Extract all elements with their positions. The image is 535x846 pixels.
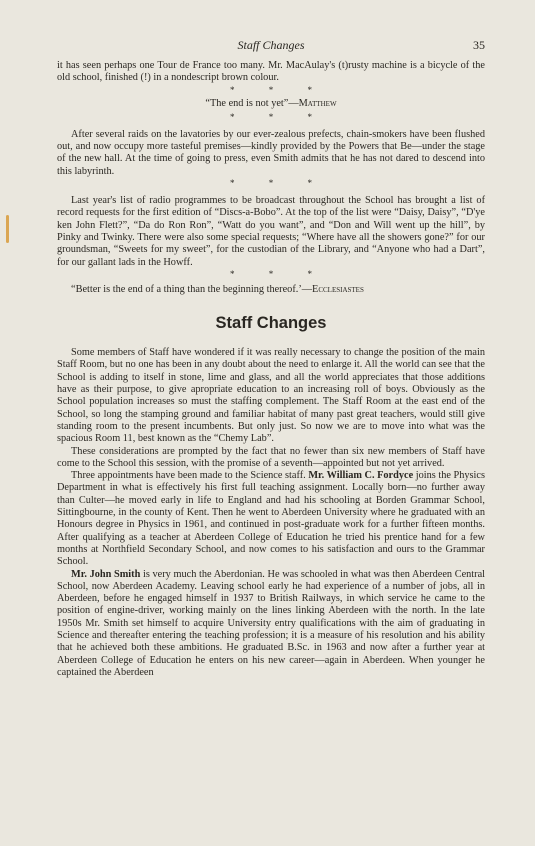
quote-source: Matthew [298, 97, 337, 109]
intro-paragraph-2: After several raids on the lavatories by our ever-zealous prefects, chain-smokers have been flushed out, and now occupy more tasteful premises—kindly provided by the Powers that Be—under the stage of the new hall. At the time of going to press, even Smith admits that he has not dared to descend into this labyrinth. [57, 128, 485, 177]
staff-name-fordyce: Mr. William C. Fordyce [308, 470, 414, 482]
page-number: 35 [473, 38, 485, 52]
page-header [57, 38, 485, 60]
staff-paragraph-3 [57, 470, 485, 568]
intro-paragraph-3: Last year's list of radio programmes to be broadcast throughout the School has brought a list of record requests for the first edition of “Discs-a-Bobo”. At the top of the list were “Daisy, Daisy”, “D'ye ken John Flett?”, “Da do Ron Ron”, “Watt do you want”, and “Don and Will went up the hill”, by Pinky and Twinky. There were also some special requests; “Where have all the showers gone?” for our groundsman, “Sweets for my sweet”, for the custodian of the Library, and “Anyone who had a Dart”, for our gallant lads in the Howff. [57, 195, 485, 268]
section-divider: * * * [230, 268, 328, 279]
section-divider: * * * [230, 84, 328, 95]
paragraph-lead: Three appointments have been made to the Science staff. [71, 470, 309, 482]
quote-text: “Better is the end of a thing than the beginning thereof.’— [71, 283, 313, 295]
quote-matthew [57, 98, 485, 110]
running-title: Staff Changes [237, 38, 305, 52]
staff-paragraph-2: These considerations are prompted by the fact that no fewer than six new members of Staff have come to the School this session, with the promise of a seventh—appointed but not yet arrived. [57, 445, 485, 469]
section-divider: * * * [230, 178, 328, 189]
paragraph-body: joins the Physics Department in what is effectively his first full teaching assignment. Locally born—no further away than Culter—he moved early in life to England and had his schooling at Borden Grammar School, Sittingbourne, in the county of Kent. Then he went to Aberdeen University where he graduated with an Honours degree in Physics in 1961, and continued in post-graduate work for a further fifteen months. After qualifying as a teacher at Aberdeen College of Education he tried his prentice hand for a few months at Northfield Secondary School, and now comes to his satisfaction and ours to the Grammar School. [57, 470, 485, 568]
staff-paragraph-1: Some members of Staff have wondered if it was really necessary to change the position of the main Staff Room, but no one has been in any doubt about the need to enlarge it. All the world can see that the School is adding to itself in stone, lime and glass, and all the world appreciates that those additions have as their purpose, to give apropriate education to an increasing roll of boys. Obviously as the School population increases so must the staffing complement. The Staff Room at the east end of the School, so long the stamping ground and familiar habitat of many past great teachers, would still give standing room to the present incumbents. But only just. So now we are to move into what was the spacious Room 11, best known as the “Chemy Lab”. [57, 347, 485, 445]
quote-text: “The end is not yet”— [205, 97, 299, 109]
paragraph-body: is very much the Aberdonian. He was schooled in what was then Aberdeen Central School, now Aberdeen Academy. Leaving school early he had experience of a number of jobs, all in Aberdeen, before he engaged himself in 1937 to British Railways, in which service he came to the position of engine-driver, working mainly on the lines linking Aberdeen with the north. In the late 1950s Mr. Smith set himself to acquire University entry qualifications with the aim of graduating in Science and thereafter entering the teaching profession; it is a measure of his resolution and his ability that he achieved both these ambitions. He graduated B.Sc. in 1963 and now after a further year at Aberdeen College of Education he enters on his new career—again in Aberdeen. When younger he captained the Aberdeen [57, 568, 486, 678]
section-divider: * * * [230, 111, 328, 122]
margin-highlight-mark [6, 215, 9, 243]
quote-source: Ecclesiastes [312, 283, 364, 295]
section-heading: Staff Changes [215, 314, 327, 333]
intro-paragraph-1: it has seen perhaps one Tour de France too many. Mr. MacAulay's (t)rusty machine is a bicycle of the old school, finished (!) in a nondescript brown colour. [57, 60, 485, 84]
staff-name-smith: Mr. John Smith [71, 568, 141, 580]
staff-paragraph-4 [57, 569, 485, 680]
quote-ecclesiastes [57, 284, 485, 296]
